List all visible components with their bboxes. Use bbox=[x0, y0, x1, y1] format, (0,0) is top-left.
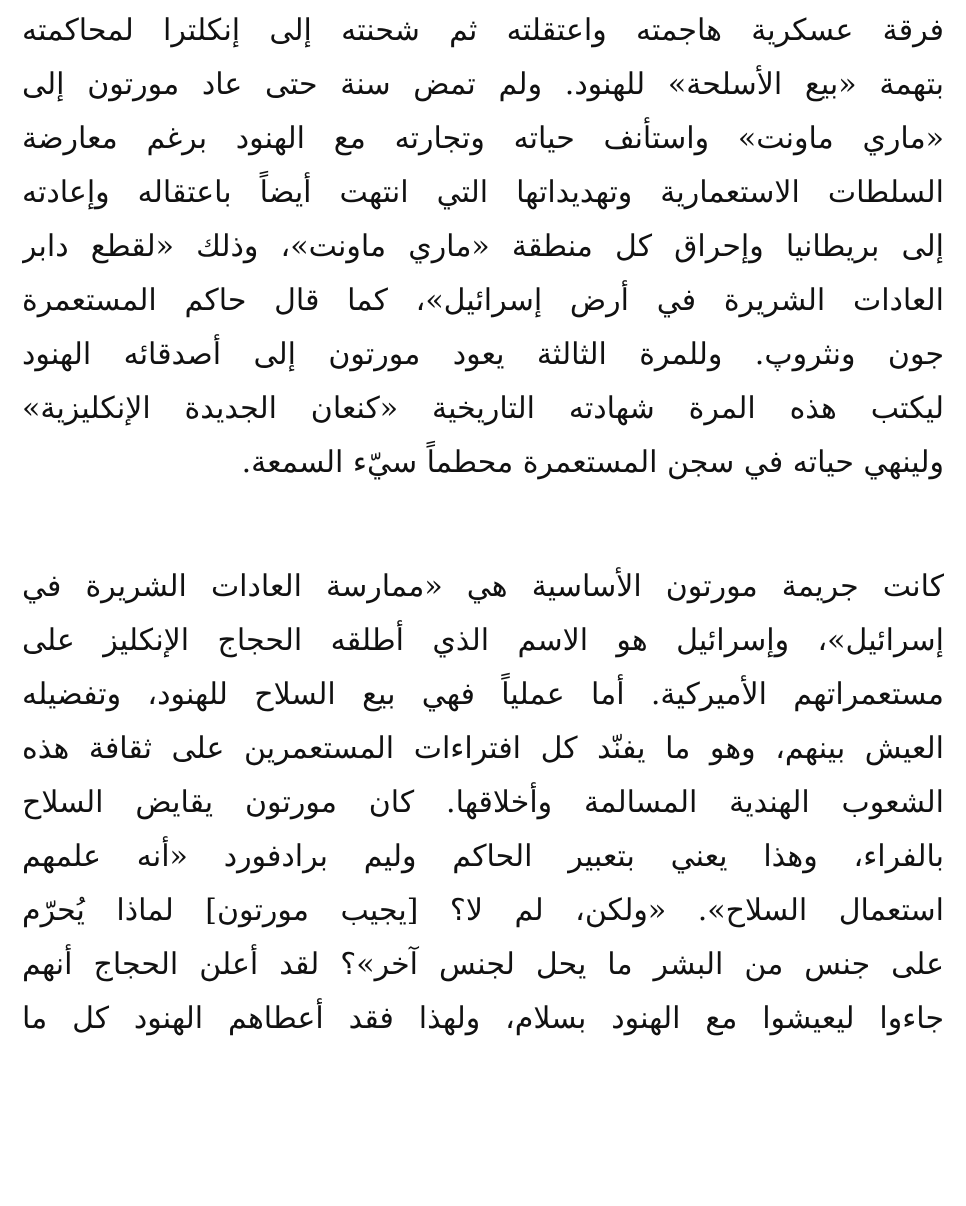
text-line: إلى بريطانيا وإحراق كل منطقة «ماري ماونت»، وذلك «لقطع دابر bbox=[22, 229, 944, 264]
text-line: جون ونثروپ. وللمرة الثالثة يعود مورتون إلى أصدقائه الهنود bbox=[22, 337, 944, 372]
text-line: بتهمة «بيع الأسلحة» للهنود. ولم تمض سنة حتى عاد مورتون إلى bbox=[22, 67, 944, 102]
text-line: العيش بينهم، وهو ما يفنّد كل افتراءات المستعمرين على ثقافة هذه bbox=[22, 731, 944, 766]
text-line: كانت جريمة مورتون الأساسية هي «ممارسة العادات الشريرة في bbox=[22, 569, 944, 604]
text-line: استعمال السلاح». «ولكن، لم لا؟ [يجيب مورتون] لماذا يُحرّم bbox=[22, 893, 944, 928]
text-line: إسرائيل»، وإسرائيل هو الاسم الذي أطلقه الحجاج الإنكليز على bbox=[22, 623, 944, 658]
text-line: جاءوا ليعيشوا مع الهنود بسلام، ولهذا فقد أعطاهم الهنود كل ما bbox=[22, 1001, 944, 1036]
paragraph-2 bbox=[22, 560, 944, 1046]
text-line: الشعوب الهندية المسالمة وأخلاقها. كان مورتون يقايض السلاح bbox=[22, 785, 944, 820]
paragraph-1 bbox=[22, 4, 944, 490]
text-line: العادات الشريرة في أرض إسرائيل»، كما قال حاكم المستعمرة bbox=[22, 283, 944, 318]
text-line: على جنس من البشر ما يحل لجنس آخر»؟ لقد أعلن الحجاج أنهم bbox=[22, 947, 944, 982]
text-line: بالفراء، وهذا يعني بتعبير الحاكم وليم برادفورد «أنه علمهم bbox=[22, 839, 944, 874]
text-line: فرقة عسكرية هاجمته واعتقلته ثم شحنته إلى إنكلترا لمحاكمته bbox=[22, 13, 944, 48]
paragraph-spacer bbox=[22, 490, 944, 560]
text-line: «ماري ماونت» واستأنف حياته وتجارته مع الهنود برغم معارضة bbox=[22, 121, 944, 156]
text-line: ليكتب هذه المرة شهادته التاريخية «كنعان الجديدة الإنكليزية» bbox=[22, 391, 944, 426]
text-line: ولينهي حياته في سجن المستعمرة محطماً سيّء السمعة. bbox=[241, 445, 944, 480]
text-line: السلطات الاستعمارية وتهديداتها التي انتهت أيضاً باعتقاله وإعادته bbox=[22, 175, 944, 210]
text-line: مستعمراتهم الأميركية. أما عملياً فهي بيع السلاح للهنود، وتفضيله bbox=[22, 677, 944, 712]
